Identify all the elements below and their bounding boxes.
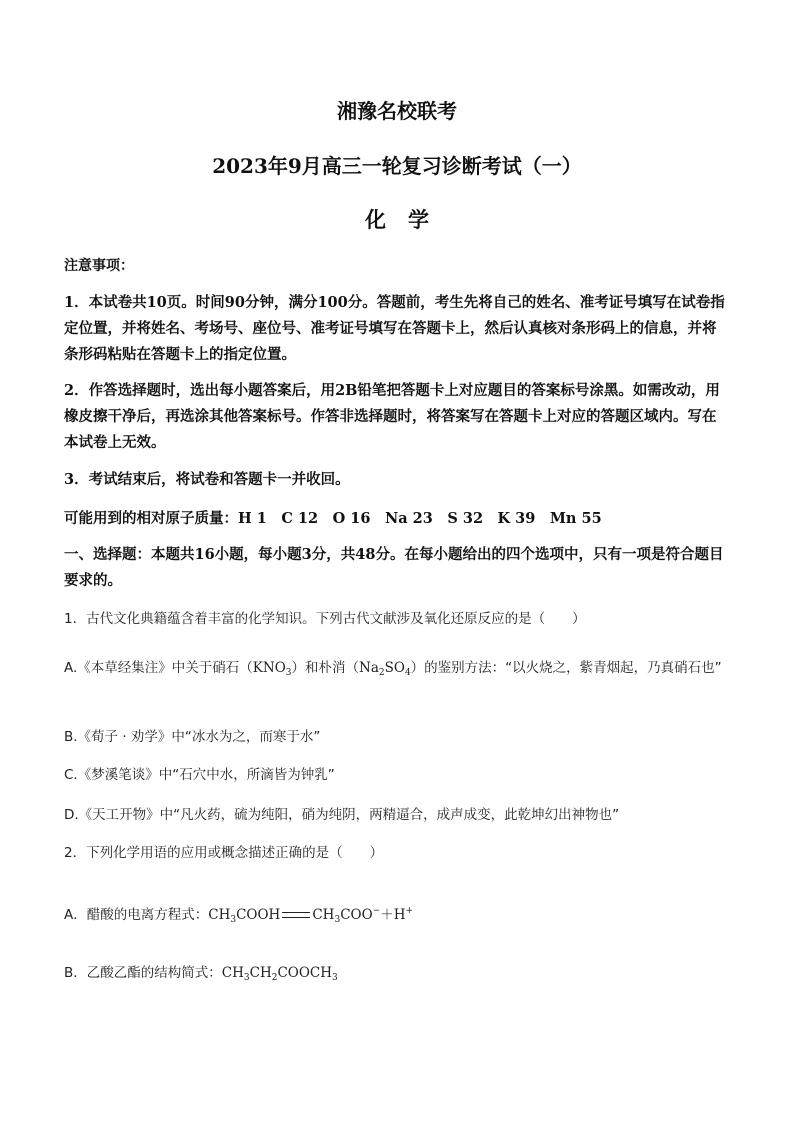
- subscript: 3: [285, 668, 292, 678]
- formula-part: Na: [359, 660, 379, 676]
- question-2-option-b: [64, 958, 730, 993]
- notice-item-1: 1．本试卷共10页。时间90分钟，满分100分。答题前，考生先将自己的姓名、准考证号填写在试卷指定位置，并将姓名、考场号、座位号、准考证号填写在答题卡上，然后认真核对条形码上的信息，并将条形码粘贴在答题卡上的指定位置。: [64, 294, 725, 363]
- section-heading: 一、选择题：本题共16小题，每小题3分，共48分。在每小题给出的四个选项中，只有一项是符合题目要求的。: [64, 546, 724, 589]
- superscript: +: [405, 906, 414, 916]
- equals-sign: [282, 912, 310, 918]
- notice-item-3: 3．考试结束后，将试卷和答题卡一并收回。: [64, 471, 350, 488]
- subscript: 3: [243, 973, 250, 983]
- formula-part: COOCH: [277, 965, 333, 981]
- option-text: ）和朴消（: [291, 660, 359, 676]
- option-text: B．乙酸乙酯的结构简式：: [64, 965, 222, 981]
- option-text: A．醋酸的电离方程式：: [64, 907, 209, 923]
- formula-part: CH: [208, 907, 231, 923]
- formula-part: CH: [249, 965, 272, 981]
- superscript: −: [372, 906, 381, 916]
- question-1-option-d: D.《天工开物》中“凡火药，硫为纯阳，硝为纯阴，两精逼合，成声成变，此乾坤幻出神物也”: [64, 807, 620, 823]
- question-2-stem: 2．下列化学用语的应用或概念描述正确的是（ ）: [64, 845, 384, 861]
- notice-heading: 注意事项：: [64, 258, 134, 274]
- subscript: 2: [271, 973, 278, 983]
- question-2-option-a: [64, 896, 730, 935]
- formula-part: ＋H: [380, 907, 406, 923]
- atomic-mass-line: 可能用到的相对原子质量：H 1 C 12 O 16 Na 23 S 32 K 39 Mn 55: [64, 510, 602, 527]
- option-text: A.《本草经集注》中关于硝石（: [64, 660, 253, 676]
- question-1-option-a: [64, 652, 730, 690]
- option-text: ）的鉴别方法：“以火烧之，紫青烟起，乃真硝石也”: [410, 660, 722, 676]
- formula-part: CH: [312, 907, 335, 923]
- subscript: 3: [230, 915, 237, 925]
- question-1-option-c: C.《梦溪笔谈》中“石穴中水，所滴皆为钟乳”: [64, 767, 335, 783]
- formula-part: SO: [384, 660, 405, 676]
- question-1-stem: 1．古代文化典籍蕴含着丰富的化学知识。下列古代文献涉及氧化还原反应的是（ ）: [64, 611, 586, 627]
- question-1-option-b: B.《荀子 · 劝学》中“冰水为之，而寒于水”: [64, 729, 321, 745]
- subscript: 4: [404, 668, 411, 678]
- formula-part: COOH: [236, 907, 281, 923]
- subject-title: 化学: [365, 207, 451, 232]
- subscript: 3: [334, 915, 341, 925]
- notice-item-2: 2．作答选择题时，选出每小题答案后，用2B铅笔把答题卡上对应题目的答案标号涂黑。如需改动，用橡皮擦干净后，再选涂其他答案标号。作答非选择题时，将答案写在答题卡上对应的答题区域内。写在本试卷上无效。: [64, 382, 720, 451]
- org-title: 湘豫名校联考: [337, 99, 457, 123]
- formula-part: KNO: [252, 660, 286, 676]
- exam-title: 2023年9月高三一轮复习诊断考试（一）: [212, 154, 582, 178]
- subscript: 2: [378, 668, 385, 678]
- formula-part: COO: [340, 907, 373, 923]
- subscript: 3: [332, 973, 338, 983]
- formula-part: CH: [221, 965, 244, 981]
